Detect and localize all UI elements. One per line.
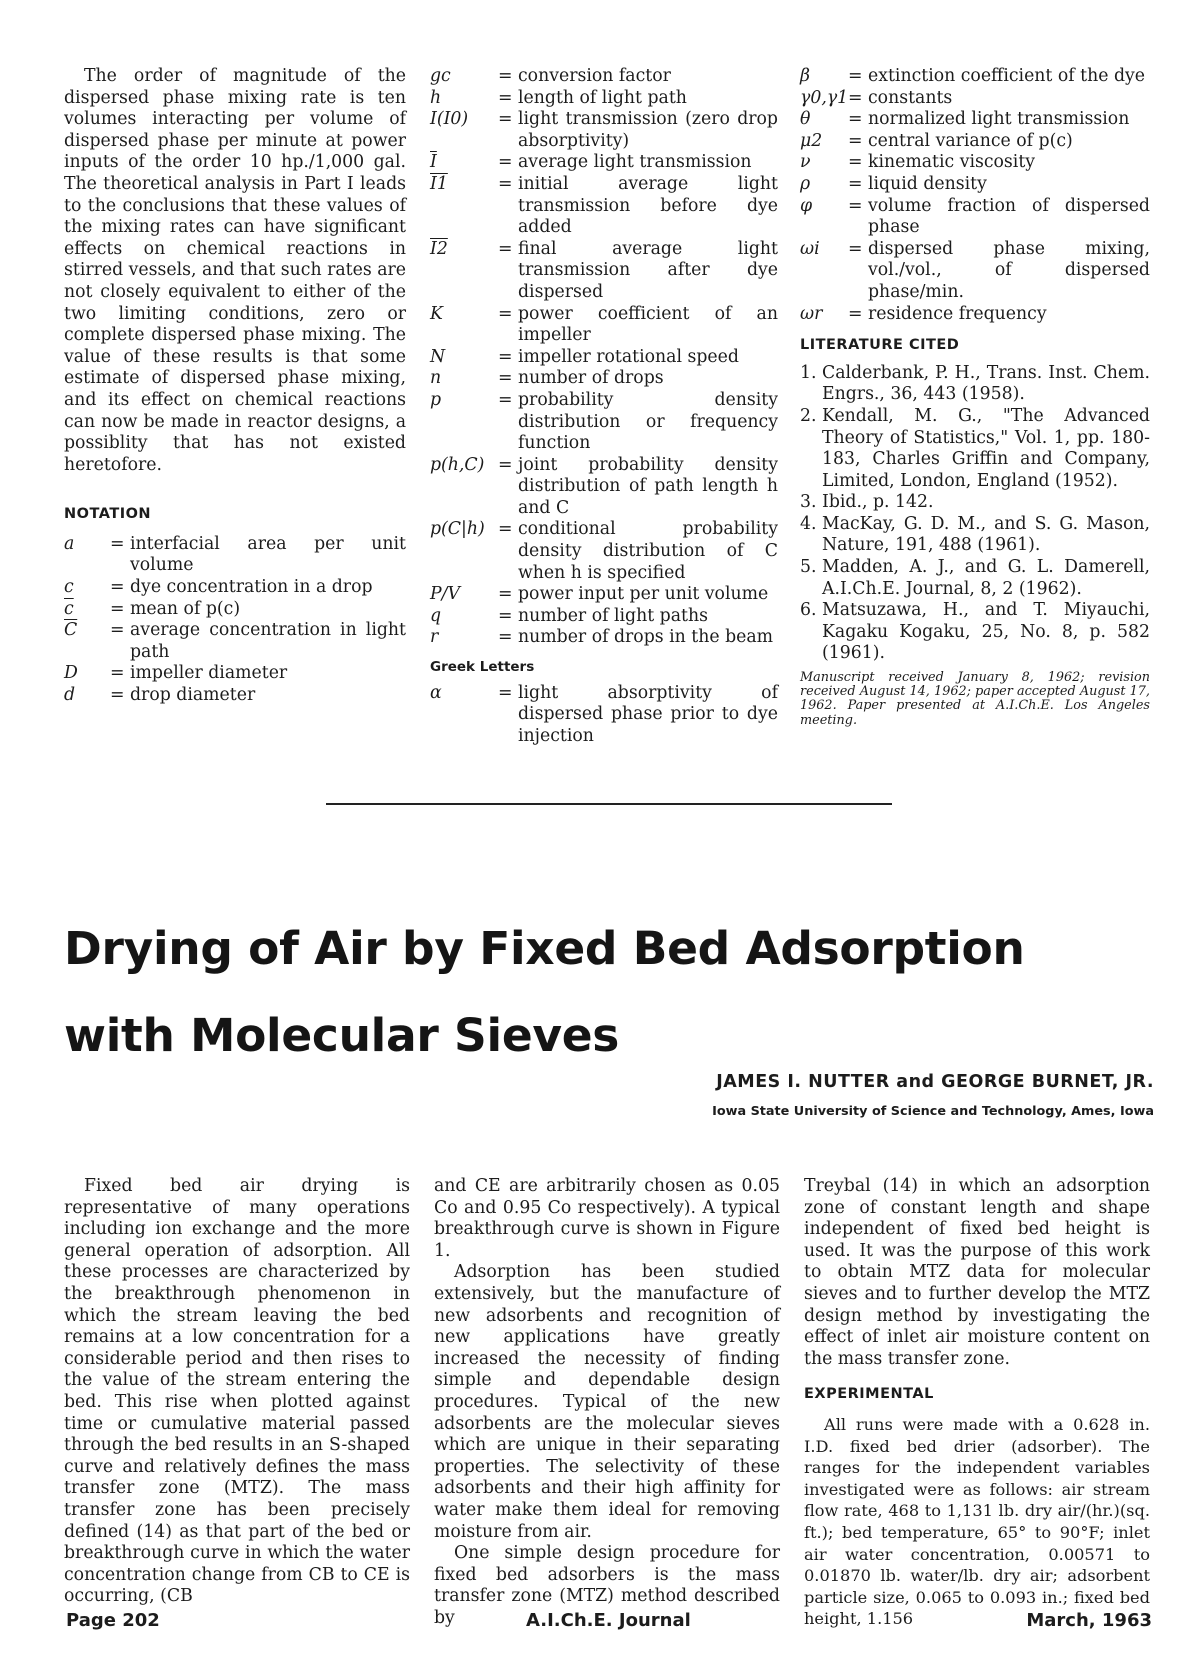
reference-number: 1. xyxy=(800,362,817,383)
notation-entry: α = light absorptivity of dispersed phase prior to dye injection xyxy=(430,682,778,746)
notation-symbol: p(h,C) xyxy=(430,454,485,475)
reference-number: 2. xyxy=(800,405,817,426)
notation-definition: conditional probability density distribution of C when h is specified xyxy=(518,519,778,583)
literature-cited-heading: LITERATURE CITED xyxy=(800,337,960,354)
notation-symbol: μ2 xyxy=(800,130,823,151)
notation-symbol: h xyxy=(430,87,442,108)
reference-list xyxy=(800,363,1150,665)
conclusion-paragraph: The order of magnitude of the dispersed phase mixing rate is ten volumes interacting per volume of dispersed phase per minute at power inputs of the order 10 hp./1,000 gal. The theoretical analysis in Part I leads to the conclusions that these values of the mixing rates can have significant effects on chemical reactions in stirred vessels, and that such rates are not closely equivalent to either of the two limiting conditions, zero or complete dispersed phase mixing. The value of these results is that some estimate of dispersed phase mixing, and its effect on chemical reactions can now be made in reactor designs, a possiblity that has not existed heretofore. xyxy=(64,66,406,475)
article-column-1 xyxy=(64,1176,410,1608)
notation-entry: I2 = final average light transmission after dye dispersed xyxy=(430,238,778,302)
notation-definition: light transmission (zero drop absorptivity) xyxy=(518,109,778,151)
intro-paragraph-1: Fixed bed air drying is representative of many operations including ion exchange and the more general operation of adsorption. All these processes are characterized by the breakthrough phenomenon in which the stream leaving the bed remains at a low concentration for a considerable period and then rises to the value of the stream entering the bed. This rise when plotted against time or cumulative material passed through the bed results in an S-shaped curve and relatively defines the mass transfer zone (MTZ). The mass transfer zone has been precisely defined (14) as that part of the bed or breakthrough curve in which the water concentration change from CB to CE is occurring, (CB xyxy=(64,1176,410,1607)
notation-entry: N = impeller rotational speed xyxy=(430,347,778,369)
notation-definition: dye concentration in a drop xyxy=(130,577,373,598)
top-column-1 xyxy=(64,66,406,707)
notation-entry: n = number of drops xyxy=(430,368,778,390)
notation-definition: joint probability density distribution of path length h and C xyxy=(518,454,778,518)
notation-heading: NOTATION xyxy=(64,506,152,523)
notation-entry: I1 = initial average light transmission before dye added xyxy=(430,173,778,238)
manuscript-note: Manuscript received January 8, 1962; revision received August 14, 1962; paper accepted August 17, 1962. Paper presented at A.I.Ch.E. Los Angeles meeting. xyxy=(800,670,1150,728)
greek-letters-heading: Greek Letters xyxy=(430,659,535,676)
notation-entry: D = impeller diameter xyxy=(64,663,406,685)
notation-entry: γ0,γ1 = constants xyxy=(800,88,1150,110)
intro-paragraph-5: Treybal (14) in which an adsorption zone of constant length and shape independent of fixed bed height is used. It was the purpose of this work to obtain MTZ data for molecular sieves and to further develop the MTZ design method by investigating the effect of inlet air moisture content on the mass transfer zone. xyxy=(804,1176,1150,1369)
notation-definition: mean of p(c) xyxy=(130,598,241,619)
article-title-line-2: with Molecular Sieves xyxy=(64,1009,620,1062)
notation-definition: number of light paths xyxy=(518,605,708,626)
reference-number: 3. xyxy=(800,492,817,513)
notation-definition: power coefficient of an impeller xyxy=(518,303,778,346)
notation-definition: dispersed phase mixing, vol./vol., of dispersed phase/min. xyxy=(868,238,1150,302)
reference-item xyxy=(800,492,1150,514)
section-divider xyxy=(326,803,892,805)
notation-symbol: N xyxy=(430,346,446,367)
experimental-heading: EXPERIMENTAL xyxy=(804,1386,934,1403)
notation-symbol: n xyxy=(430,368,442,389)
notation-entry: ωi = dispersed phase mixing, vol./vol., of dispersed phase/min. xyxy=(800,238,1150,302)
notation-entry: K = power coefficient of an impeller xyxy=(430,303,778,346)
notation-definition: impeller rotational speed xyxy=(518,346,739,367)
notation-symbol: $\overline{I}$ xyxy=(430,152,437,173)
notation-list-3 xyxy=(800,66,1150,325)
notation-entry: ρ = liquid density xyxy=(800,174,1150,196)
notation-symbol: K xyxy=(430,303,443,324)
reference-text: Matsuzawa, H., and T. Miyauchi, Kagaku Kogaku, 25, No. 8, p. 582 (1961). xyxy=(822,600,1150,664)
reference-number: 6. xyxy=(800,600,817,621)
notation-list-1 xyxy=(64,534,406,707)
notation-symbol: $\overline{c}$ xyxy=(64,598,74,619)
notation-definition: average light transmission xyxy=(518,152,752,173)
notation-symbol: I(I0) xyxy=(430,109,469,130)
notation-definition: drop diameter xyxy=(130,685,256,706)
notation-symbol: θ xyxy=(800,109,811,130)
notation-symbol: ωi xyxy=(800,238,820,259)
notation-definition: length of light path xyxy=(518,87,687,108)
notation-symbol: p xyxy=(430,389,442,410)
notation-entry: p = probability density distribution or frequency function xyxy=(430,389,778,454)
notation-entry: ν = kinematic viscosity xyxy=(800,152,1150,174)
notation-definition: power input per unit volume xyxy=(518,584,769,605)
footer-date: March, 1963 xyxy=(1026,1610,1152,1631)
greek-letter-list xyxy=(430,683,778,748)
footer-page-number: Page 202 xyxy=(66,1610,160,1631)
notation-definition: number of drops xyxy=(518,368,664,389)
reference-item xyxy=(800,406,1150,492)
notation-symbol: $\overline{C}$ xyxy=(64,620,78,641)
reference-item xyxy=(800,600,1150,665)
reference-text: Calderbank, P. H., Trans. Inst. Chem. Engrs., 36, 443 (1958). xyxy=(822,362,1150,405)
notation-definition: number of drops in the beam xyxy=(518,627,774,648)
intro-paragraph-3: Adsorption has been studied extensively, but the manufacture of new adsorbents and recognition of new applications have greatly increased the necessity of finding simple and dependable design procedures. Typical of the new adsorbents are the molecular sieves which are unique in their separating properties. The selectivity of these adsorbents and their high affinity for water make them ideal for removing moisture from air. xyxy=(434,1262,780,1542)
notation-entry: q = number of light paths xyxy=(430,606,778,628)
notation-symbol: α xyxy=(430,682,442,703)
reference-text: Kendall, M. G., "The Advanced Theory of Statistics," Vol. 1, pp. 180-183, Charles Griffin and Company, Limited, London, England (1952). xyxy=(822,405,1150,491)
notation-definition: conversion factor xyxy=(518,66,671,86)
notation-symbol: I1 xyxy=(430,173,448,194)
experimental-paragraph: All runs were made with a 0.628 in. I.D. fixed bed drier (adsorber). The ranges for the independent variables investigated were as follows: air stream flow rate, 468 to 1,131 lb. dry air/(hr.)(sq. ft.); bed temperature, 65° to 90°F; inlet air water concentration, 0.00571 to 0.01870 lb. water/lb. dry air; adsorbent particle size, 0.065 to 0.093 in.; fixed bed height, 1.156 xyxy=(804,1414,1150,1629)
notation-symbol: p(C|h) xyxy=(430,519,485,540)
notation-entry: p(C|h) = conditional probability density distribution of C when h is specified xyxy=(430,519,778,583)
reference-text: MacKay, G. D. M., and S. G. Mason, Nature, 191, 488 (1961). xyxy=(822,513,1150,556)
notation-entry: $\overline{C}$ = average concentration in light path xyxy=(64,620,406,662)
notation-entry: d = drop diameter xyxy=(64,685,406,707)
reference-text: Madden, A. J., and G. L. Damerell, A.I.Ch.E. Journal, 8, 2 (1962). xyxy=(822,557,1150,599)
notation-definition: constants xyxy=(868,87,953,108)
notation-symbol: P/V xyxy=(430,584,460,605)
reference-number: 5. xyxy=(800,557,817,578)
notation-definition: probability density distribution or frequency function xyxy=(518,389,778,454)
top-column-3 xyxy=(800,66,1150,741)
notation-symbol: d xyxy=(64,685,76,706)
notation-definition: light absorptivity of dispersed phase prior to dye injection xyxy=(518,682,778,746)
notation-symbol: D xyxy=(64,663,78,684)
notation-definition: central variance of p(c) xyxy=(868,130,1073,151)
notation-definition: kinematic viscosity xyxy=(868,152,1036,173)
notation-symbol: γ0,γ1 xyxy=(800,87,849,108)
notation-entry: c = dye concentration in a drop xyxy=(64,577,406,599)
notation-symbol: φ xyxy=(800,195,813,216)
notation-definition: volume fraction of dispersed phase xyxy=(868,195,1150,238)
article-title-line-1: Drying of Air by Fixed Bed Adsorption xyxy=(64,922,1025,975)
notation-entry: r = number of drops in the beam xyxy=(430,627,778,649)
notation-entry: gc = conversion factor xyxy=(430,66,778,88)
notation-symbol: q xyxy=(430,605,442,626)
notation-definition: initial average light transmission before dye added xyxy=(518,173,778,238)
notation-definition: extinction coefficient of the dye xyxy=(868,66,1146,86)
notation-symbol: ν xyxy=(800,152,811,173)
notation-definition: normalized light transmission xyxy=(868,109,1130,130)
notation-symbol: a xyxy=(64,533,75,554)
notation-definition: interfacial area per unit volume xyxy=(130,533,406,576)
notation-symbol: ωr xyxy=(800,303,823,324)
article-column-3 xyxy=(804,1176,1150,1630)
notation-symbol: r xyxy=(430,627,439,648)
notation-symbol: β xyxy=(800,66,810,86)
top-column-2 xyxy=(430,66,778,747)
article-title xyxy=(64,905,1164,1079)
notation-entry: $\overline{c}$ = mean of p(c) xyxy=(64,599,406,621)
notation-symbol: ρ xyxy=(800,173,811,194)
reference-text: Ibid., p. 142. xyxy=(822,492,934,513)
reference-number: 4. xyxy=(800,513,817,534)
article-authors: JAMES I. NUTTER and GEORGE BURNET, JR. xyxy=(716,1072,1154,1092)
notation-symbol: gc xyxy=(430,66,451,86)
notation-symbol: I2 xyxy=(430,238,448,259)
notation-entry: μ2 = central variance of p(c) xyxy=(800,131,1150,153)
footer-journal: A.I.Ch.E. Journal xyxy=(526,1610,691,1631)
notation-definition: impeller diameter xyxy=(130,663,288,684)
notation-entry: φ = volume fraction of dispersed phase xyxy=(800,195,1150,238)
notation-entry: θ = normalized light transmission xyxy=(800,109,1150,131)
notation-entry: β = extinction coefficient of the dye xyxy=(800,66,1150,88)
notation-entry: $\overline{I}$ = average light transmission xyxy=(430,152,778,174)
author-affiliation: Iowa State University of Science and Technology, Ames, Iowa xyxy=(712,1104,1154,1119)
notation-definition: average concentration in light path xyxy=(130,620,406,662)
notation-entry: p(h,C) = joint probability density distribution of path length h and C xyxy=(430,454,778,518)
notation-definition: final average light transmission after dye dispersed xyxy=(518,238,778,302)
notation-list-2 xyxy=(430,66,778,649)
reference-item xyxy=(800,557,1150,600)
article-column-2 xyxy=(434,1176,780,1629)
notation-entry: I(I0) = light transmission (zero drop absorptivity) xyxy=(430,109,778,151)
notation-entry: P/V = power input per unit volume xyxy=(430,584,778,606)
notation-definition: liquid density xyxy=(868,173,987,194)
intro-paragraph-2: and CE are arbitrarily chosen as 0.05 Co and 0.95 Co respectively). A typical breakthrough curve is shown in Figure 1. xyxy=(434,1176,780,1261)
notation-symbol: c xyxy=(64,577,74,598)
reference-item xyxy=(800,363,1150,406)
notation-definition: residence frequency xyxy=(868,303,1047,324)
intro-paragraph-4: One simple design procedure for fixed bed adsorbers is the mass transfer zone (MTZ) method described by xyxy=(434,1543,780,1628)
reference-item xyxy=(800,514,1150,557)
notation-entry: h = length of light path xyxy=(430,88,778,110)
notation-entry: ωr = residence frequency xyxy=(800,304,1150,326)
notation-entry: a = interfacial area per unit volume xyxy=(64,533,406,576)
